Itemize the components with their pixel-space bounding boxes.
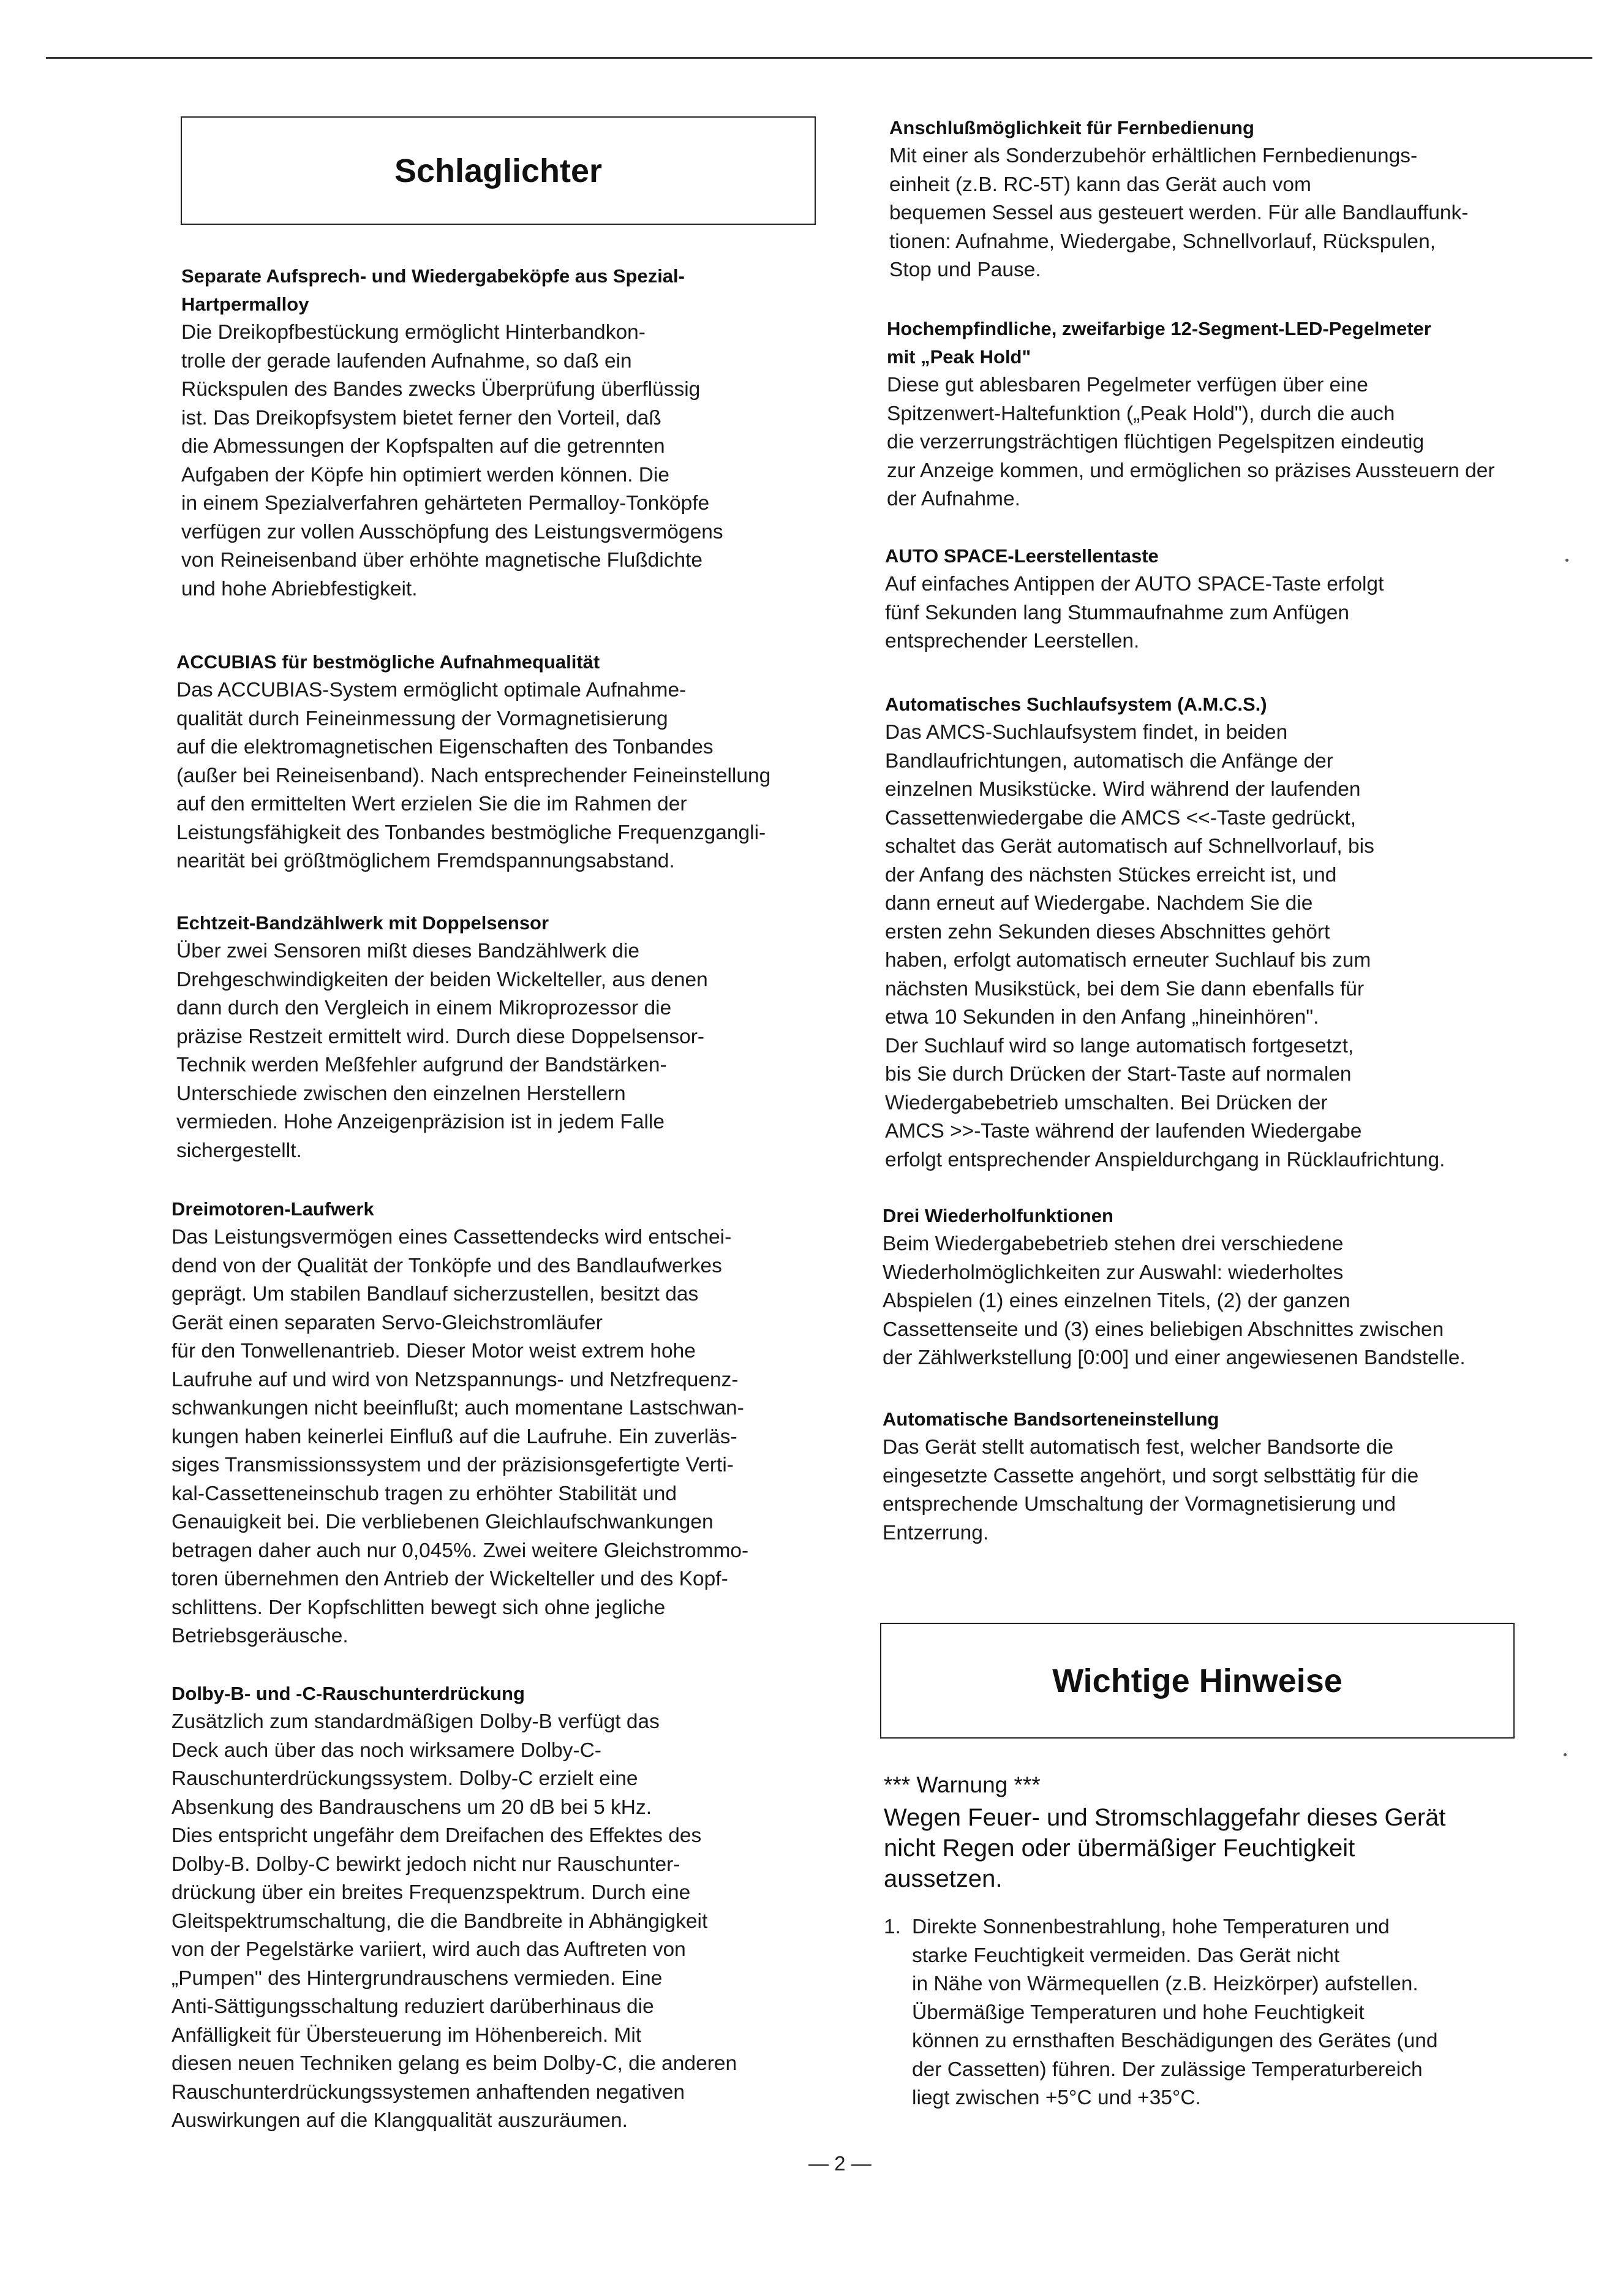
feature-section bbox=[887, 315, 1591, 514]
list-item-text: Direkte Sonnenbestrahlung, hohe Temperaturen und starke Feuchtigkeit vermeiden. Das Gerät nicht in Nähe von Wärmequellen (z.B. Heizkörper) aufstellen. Übermäßige Temperaturen und hohe Feuchtigkeit können zu ernsthaften Beschädigungen des Gerätes (und der Cassetten) führen. Der zulässige Temperaturbereich liegt zwischen +5°C und +35°C. bbox=[912, 1916, 1438, 2109]
section-title-box bbox=[181, 116, 816, 225]
list-item-number: 1. bbox=[884, 1916, 901, 1938]
notice-title: Wichtige Hinweise bbox=[1052, 1662, 1342, 1699]
feature-body: Zusätzlich zum standardmäßigen Dolby-B verfügt das Deck auch über das noch wirksamere Dolby-C- Rauschunterdrückungssystem. Dolby-C erzielt eine Absenkung des Bandrauschens um 20 dB bei 5 kHz. Dies entspricht ungefähr dem Dreifachen des Effektes des Dolby-B. Dolby-C bewirkt jedoch nicht nur Rauschunter- drückung über ein breites Frequenzspektrum. Durch eine Gleitspektrumschaltung, die die Bandbreite in Abhängigkeit von der Pegelstärke variiert, wird auch das Auftreten von „Pumpen" des Hintergrundrauschens vermieden. Eine Anti-Sättigungsschaltung reduziert darüberhinaus die Anfälligkeit für Übersteuerung im Höhenbereich. Mit diesen neuen Techniken gelang es beim Dolby-C, die anderen Rauschunterdrückungssystemen anhaftenden negativen Auswirkungen auf die Klangqualität auszuräumen. bbox=[171, 1710, 737, 2132]
feature-section bbox=[889, 114, 1587, 285]
feature-section bbox=[883, 1405, 1587, 1547]
feature-section bbox=[176, 909, 862, 1165]
feature-section bbox=[176, 648, 862, 876]
feature-heading: Anschlußmöglichkeit für Fernbedienung bbox=[889, 117, 1254, 138]
feature-heading: Hochempfindliche, zweifarbige 12-Segment-LED-Pegelmeter mit „Peak Hold" bbox=[887, 318, 1431, 368]
speck-mark bbox=[1564, 1753, 1567, 1756]
feature-heading: Drei Wiederholfunktionen bbox=[883, 1205, 1113, 1226]
list-item bbox=[884, 1913, 1570, 2113]
feature-body: Das AMCS-Suchlaufsystem findet, in beiden Bandlaufrichtungen, automatisch die Anfänge der einzelnen Musikstücke. Wird während der laufenden Cassettenwiedergabe die AMCS <<-Taste gedrückt, schaltet das Gerät automatisch auf Schnellvorlauf, bis der Anfang des nächsten Stückes erreicht ist, und dann erneut auf Wiedergabe. Nachdem Sie die ersten zehn Sekunden dieses Abschnittes gehört haben, erfolgt automatisch erneuter Suchlauf bis zum nächsten Musikstück, bei dem Sie dann ebenfalls für etwa 10 Sekunden in den Anfang „hineinhören". Der Suchlauf wird so lange automatisch fortgesetzt, bis Sie durch Drücken der Start-Taste auf normalen Wiedergabebetrieb umschalten. Bei Drücken der AMCS >>-Taste während der laufenden Wiedergabe erfolgt entsprechender Anspieldurchgang in Rücklaufrichtung. bbox=[885, 721, 1445, 1171]
feature-body: Auf einfaches Antippen der AUTO SPACE-Taste erfolgt fünf Sekunden lang Stummaufnahme zum Anfügen entsprechender Leerstellen. bbox=[885, 573, 1384, 652]
section-title: Schlaglichter bbox=[394, 152, 603, 189]
warning-body: Wegen Feuer- und Stromschlaggefahr dieses Gerät nicht Regen oder übermäßiger Feuchtigkeit aussetzen. bbox=[884, 1804, 1446, 1892]
feature-heading: Automatisches Suchlaufsystem (A.M.C.S.) bbox=[885, 693, 1267, 715]
feature-body: Über zwei Sensoren mißt dieses Bandzählwerk die Drehgeschwindigkeiten der beiden Wickelteller, aus denen dann durch den Vergleich in einem Mikroprozessor die präzise Restzeit ermittelt wird. Durch diese Doppelsensor- Technik werden Meßfehler aufgrund der Bandstärken- Unterschiede zwischen den einzelnen Herstellern vermieden. Hohe Anzeigenpräzision ist in jedem Falle sichergestellt. bbox=[176, 940, 708, 1162]
feature-heading: Dreimotoren-Laufwerk bbox=[171, 1198, 374, 1220]
notes-list bbox=[884, 1913, 1570, 2113]
feature-body: Das Leistungsvermögen eines Cassettendecks wird entschei- dend von der Qualität der Tonköpfe und des Bandlaufwerkes geprägt. Um stabilen Bandlauf sicherzustellen, besitzt das Gerät einen separaten Servo-Gleichstromläufer für den Tonwellenantrieb. Dieser Motor weist extrem hohe Laufruhe auf und wird von Netzspannungs- und Netzfrequenz- schwankungen nicht beeinflußt; auch momentane Lastschwan- kungen haben keinerlei Einfluß auf die Laufruhe. Ein zuverläs- siges Transmissionssystem und der präzisionsgefertigte Verti- kal-Cassetteneinschub tragen zu erhöhter Stabilität und Genauigkeit bei. Die verbliebenen Gleichlaufschwankungen betragen daher auch nur 0,045%. Zwei weitere Gleichstrommo- toren übernehmen den Antrieb der Wickelteller und des Kopf- schlittens. Der Kopfschlitten bewegt sich ohne jegliche Betriebsgeräusche. bbox=[171, 1226, 749, 1647]
feature-section bbox=[171, 1195, 857, 1651]
feature-heading: AUTO SPACE-Leerstellentaste bbox=[885, 545, 1159, 567]
feature-body: Diese gut ablesbaren Pegelmeter verfügen über eine Spitzenwert-Haltefunktion („Peak Hold"), durch die auch die verzerrungsträchtigen flüchtigen Pegelspitzen eindeutig zur Anzeige kommen, und ermöglichen so präzises Aussteuern der der Aufnahme. bbox=[887, 374, 1495, 510]
feature-body: Die Dreikopfbestückung ermöglicht Hinterbandkon- trolle der gerade laufenden Aufnahme, so daß ein Rückspulen des Bandes zwecks Überprüfung überflüssig ist. Das Dreikopfsystem bietet ferner den Vorteil, daß die Abmessungen der Kopfspalten auf die getrennten Aufgaben der Köpfe hin optimiert werden können. Die in einem Spezialverfahren gehärteten Permalloy-Tonköpfe verfügen zur vollen Ausschöpfung des Leistungsvermögens von Reineisenband über erhöhte magnetische Flußdichte und hohe Abriebfestigkeit. bbox=[181, 321, 723, 600]
feature-body: Beim Wiedergabebetrieb stehen drei verschiedene Wiederholmöglichkeiten zur Auswahl: wiederholtes Abspielen (1) eines einzelnen Titels, (2) der ganzen Cassettenseite und (3) eines beliebigen Abschnittes zwischen der Zählwerkstellung [0:00] und einer angewiesenen Bandstelle. bbox=[883, 1233, 1466, 1369]
feature-section bbox=[171, 1680, 857, 2136]
feature-section bbox=[885, 542, 1583, 656]
feature-body: Das ACCUBIAS-System ermöglicht optimale Aufnahme- qualität durch Feineinmessung der Vormagnetisierung auf die elektromagnetischen Eigenschaften des Tonbandes (außer bei Reineisenband). Nach entsprechender Feineinstellung auf den ermittelten Wert erzielen Sie die im Rahmen der Leistungsfähigkeit des Tonbandes bestmögliche Frequenzgangli- nearität bei größtmöglichem Fremdspannungsabstand. bbox=[176, 679, 771, 872]
feature-body: Das Gerät stellt automatisch fest, welcher Bandsorte die eingesetzte Cassette angehört, und sorgt selbsttätig für die entsprechende Umschaltung der Vormagnetisierung und Entzerrung. bbox=[883, 1436, 1419, 1544]
feature-heading: Separate Aufsprech- und Wiedergabeköpfe aus Spezial- Hartpermalloy bbox=[181, 265, 685, 315]
feature-section bbox=[885, 690, 1589, 1174]
feature-heading: Automatische Bandsorteneinstellung bbox=[883, 1408, 1219, 1430]
warning-heading: *** Warnung *** bbox=[884, 1772, 1041, 1797]
page-number: — 2 — bbox=[808, 2152, 872, 2175]
top-rule bbox=[46, 57, 1592, 59]
feature-body: Mit einer als Sonderzubehör erhältlichen Fernbedienungs- einheit (z.B. RC-5T) kann das Gerät auch vom bequemen Sessel aus gesteuert werden. Für alle Bandlauffunk- tionen: Aufnahme, Wiedergabe, Schnellvorlauf, Rückspulen, Stop und Pause. bbox=[889, 145, 1469, 281]
feature-section bbox=[181, 262, 861, 603]
feature-heading: Dolby-B- und -C-Rauschunterdrückung bbox=[171, 1683, 525, 1704]
feature-section bbox=[883, 1202, 1587, 1373]
notice-title-box bbox=[880, 1623, 1515, 1739]
feature-heading: ACCUBIAS für bestmögliche Aufnahmequalität bbox=[176, 651, 600, 673]
speck-mark bbox=[1565, 559, 1568, 562]
feature-heading: Echtzeit-Bandzählwerk mit Doppelsensor bbox=[176, 912, 549, 934]
